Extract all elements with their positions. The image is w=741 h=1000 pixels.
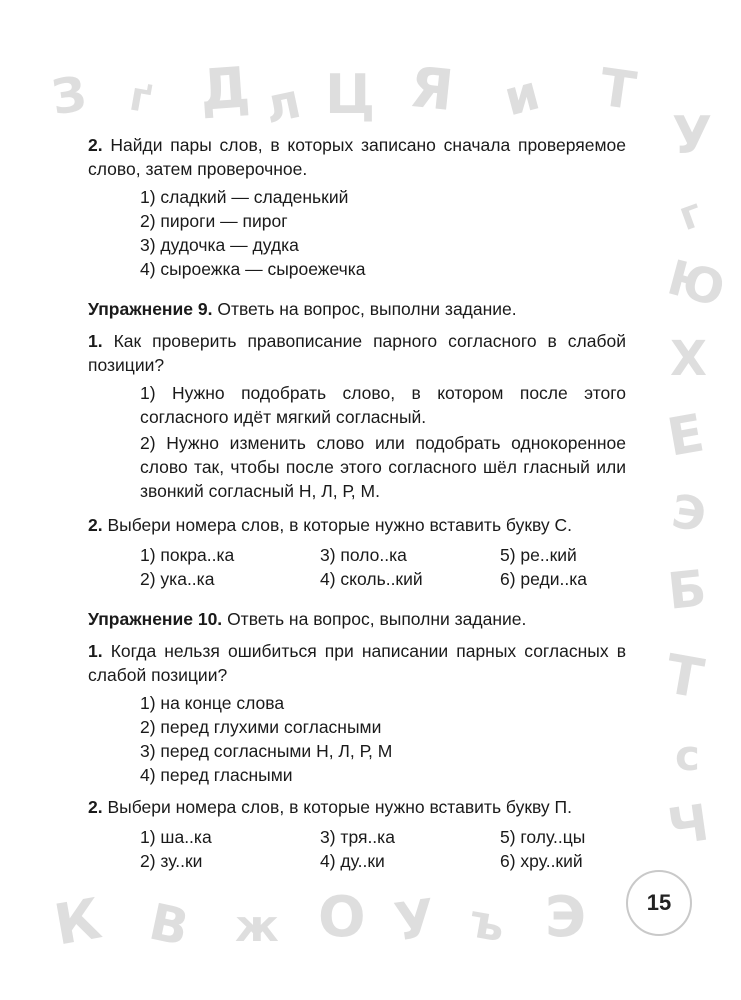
word-item: 3) поло..ка — [320, 545, 407, 565]
decor-letter: З — [48, 65, 90, 127]
exercise-title: Упражнение 9. — [88, 299, 213, 319]
option: 2) Нужно изменить слово или подобрать однокоренное слово так, чтобы после этого согласного шёл гласный или звонкий согласный Н, Л, Р, М. — [140, 433, 626, 501]
decor-letter: Б — [665, 559, 710, 621]
exercise-title: Упражнение 10. — [88, 609, 223, 629]
exercise-10-heading — [88, 607, 626, 631]
word-item: 4) ду..ки — [320, 851, 385, 871]
task-number: 2. — [88, 135, 103, 155]
task-text: Найди пары слов, в которых записано сначала проверяемое слово, затем проверочное. — [88, 135, 626, 179]
decor-letter: Ч — [664, 793, 713, 857]
decor-letter: Т — [595, 57, 640, 123]
decor-letter: л — [259, 72, 306, 136]
decor-letter: Э — [668, 483, 710, 543]
task-text: Выбери номера слов, в которые нужно вставить букву П. — [107, 797, 572, 817]
word-item: 2) зу..ки — [140, 851, 203, 871]
options-list — [140, 691, 626, 787]
page-number: 15 — [626, 870, 692, 936]
option: 1) на конце слова — [140, 693, 285, 713]
word-item: 1) ша..ка — [140, 827, 212, 847]
decor-letter: и — [498, 64, 546, 128]
task-text: Как проверить правописание парного согласного в слабой позиции? — [88, 331, 626, 375]
decor-letter: В — [144, 892, 194, 958]
exercise-9-question-2 — [88, 513, 626, 537]
word-item: 2) ука..ка — [140, 569, 215, 589]
word-item: 6) хру..кий — [500, 851, 583, 871]
decor-letter: У — [672, 106, 713, 166]
option: 1) Нужно подобрать слово, в котором после этого согласного идёт мягкий согласный. — [140, 383, 626, 427]
decor-letter: Э — [545, 885, 587, 950]
word-item: 4) сколь..кий — [320, 569, 423, 589]
decor-letter: Е — [663, 403, 709, 469]
word-grid — [140, 825, 626, 873]
exercise-10-question-2 — [88, 795, 626, 819]
exercise-instruction: Ответь на вопрос, выполни задание. — [217, 299, 517, 319]
word-grid — [140, 543, 626, 591]
task-text: Выбери номера слов, в которые нужно вставить букву С. — [107, 515, 572, 535]
decor-letter: ж — [235, 901, 279, 952]
decor-letter: ъ — [465, 893, 510, 953]
decor-letter: Ц — [325, 63, 376, 126]
task-number: 2. — [88, 515, 103, 535]
word-item: 6) реди..ка — [500, 569, 587, 589]
option: 4) сыроежка — сыроежечка — [140, 259, 366, 279]
task-number: 1. — [88, 641, 103, 661]
option: 4) перед гласными — [140, 765, 293, 785]
decor-letter: ґ — [126, 73, 155, 123]
exercise-9-heading — [88, 297, 626, 321]
page-content — [88, 133, 626, 873]
word-item: 5) голу..цы — [500, 827, 586, 847]
option: 3) дудочка — дудка — [140, 235, 299, 255]
exercise-instruction: Ответь на вопрос, выполни задание. — [227, 609, 527, 629]
options-list — [140, 381, 626, 503]
option: 2) пироги — пирог — [140, 211, 288, 231]
exercise-10-question-1 — [88, 639, 626, 687]
decor-letter: с — [675, 731, 700, 780]
word-item: 5) ре..кий — [500, 545, 577, 565]
option: 2) перед глухими согласными — [140, 717, 382, 737]
decor-letter: Ю — [661, 249, 731, 319]
exercise-9-question-1 — [88, 329, 626, 377]
decor-letter: Т — [660, 642, 709, 711]
decor-letter: К — [49, 886, 106, 959]
decor-letter: У — [391, 888, 440, 954]
task-number: 2. — [88, 797, 103, 817]
option: 1) сладкий — сладенький — [140, 187, 349, 207]
task-text: Когда нельзя ошибиться при написании парных согласных в слабой позиции? — [88, 641, 626, 685]
decor-letter: Д — [197, 55, 253, 124]
option: 3) перед согласными Н, Л, Р, М — [140, 741, 393, 761]
decor-letter: Я — [406, 54, 457, 125]
word-item: 1) покра..ка — [140, 545, 235, 565]
task-2 — [88, 133, 626, 181]
decor-letter: г — [672, 189, 709, 241]
decor-letter: О — [318, 885, 366, 950]
decor-letter: Х — [670, 331, 708, 387]
word-item: 3) тря..ка — [320, 827, 395, 847]
task-number: 1. — [88, 331, 103, 351]
options-list — [140, 185, 626, 281]
